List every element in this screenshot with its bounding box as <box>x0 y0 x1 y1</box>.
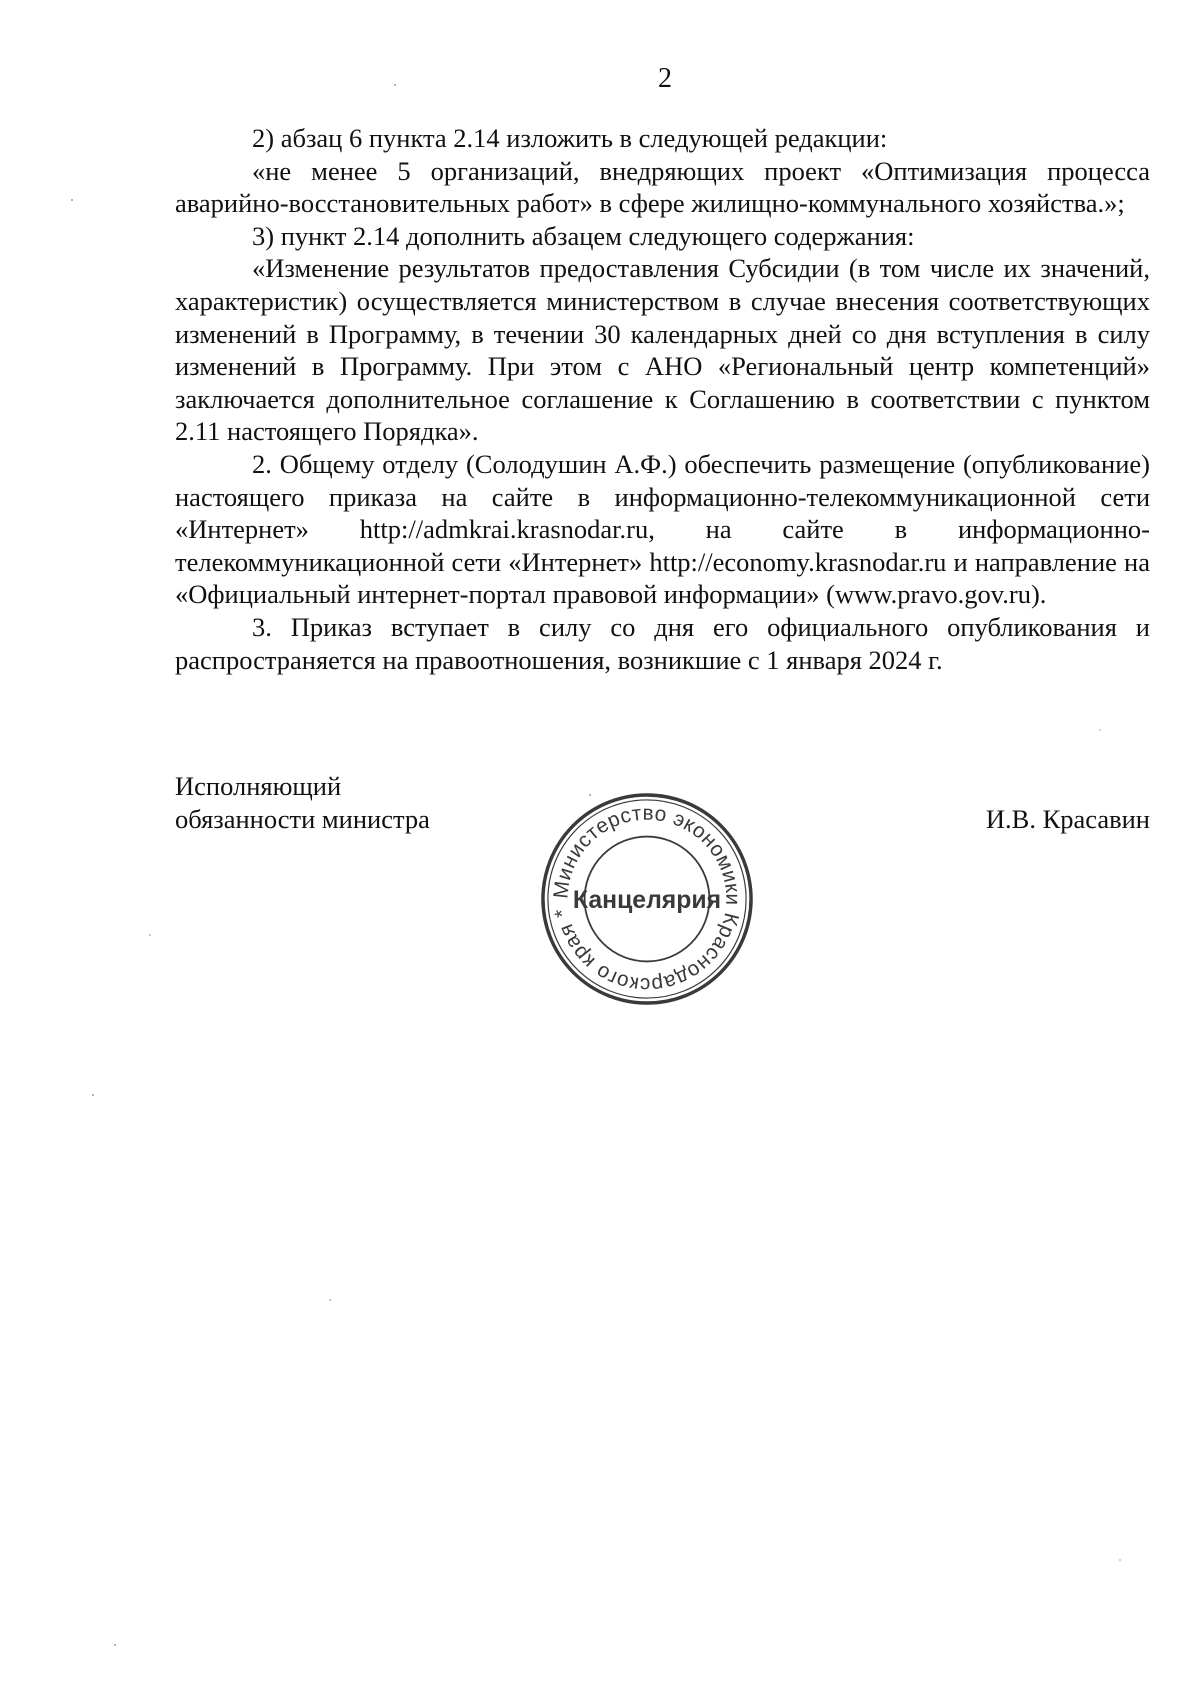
paragraph-publication-order: 2. Общему отделу (Солодушин А.Ф.) обеспечить размещение (опубликование) настоящего приказа на сайте в информационно-телекоммуникационной сети «Интернет» http://admkrai.krasnodar.ru, на сайте в информационно-телекоммуникационной сети «Интернет» http://economy.krasnodar.ru и направление на «Официальный интернет-портал правовой информации» (www.pravo.gov.ru). <box>175 448 1150 610</box>
signatory-title-line2: обязанности министра <box>175 803 430 834</box>
page-number: 2 <box>658 63 672 94</box>
stamp-ring-text: Министерство экономики Краснодарского края * <box>549 801 745 997</box>
document-body <box>175 122 1150 676</box>
paragraph-effective-date: 3. Приказ вступает в силу со дня его официального опубликования и распространяется на правоотношения, возникшие с 1 января 2024 г. <box>175 611 1150 675</box>
paragraph-amendment-3: 3) пункт 2.14 дополнить абзацем следующего содержания: <box>252 220 915 251</box>
paragraph-amendment-2: 2) абзац 6 пункта 2.14 изложить в следующей редакции: <box>252 123 888 153</box>
office-stamp <box>538 790 756 1008</box>
paragraph-amendment-3-text: «Изменение результатов предоставления Субсидии (в том числе их значений, характеристик) осуществляется министерством в случае внесения соответствующих изменений в Программу, в течении 30 календарных дней со дня вступления в силу изменений в Программу. При этом с АНО «Региональный центр компетенций» заключается дополнительное соглашение к Соглашению в соответствии с пунктом 2.11 настоящего Порядка». <box>175 253 1150 447</box>
signatory-name: И.В. Красавин <box>985 803 1150 834</box>
signature-block <box>175 770 1150 1010</box>
signatory-title <box>175 770 430 835</box>
signatory-title-line1: Исполняющий <box>175 771 342 801</box>
stamp-center-text: Канцелярия <box>572 886 722 914</box>
paragraph-amendment-2-text: «не менее 5 организаций, внедряющих проект «Оптимизация процесса аварийно-восстановительных работ» в сфере жилищно-коммунального хозяйства.»; <box>175 155 1150 219</box>
